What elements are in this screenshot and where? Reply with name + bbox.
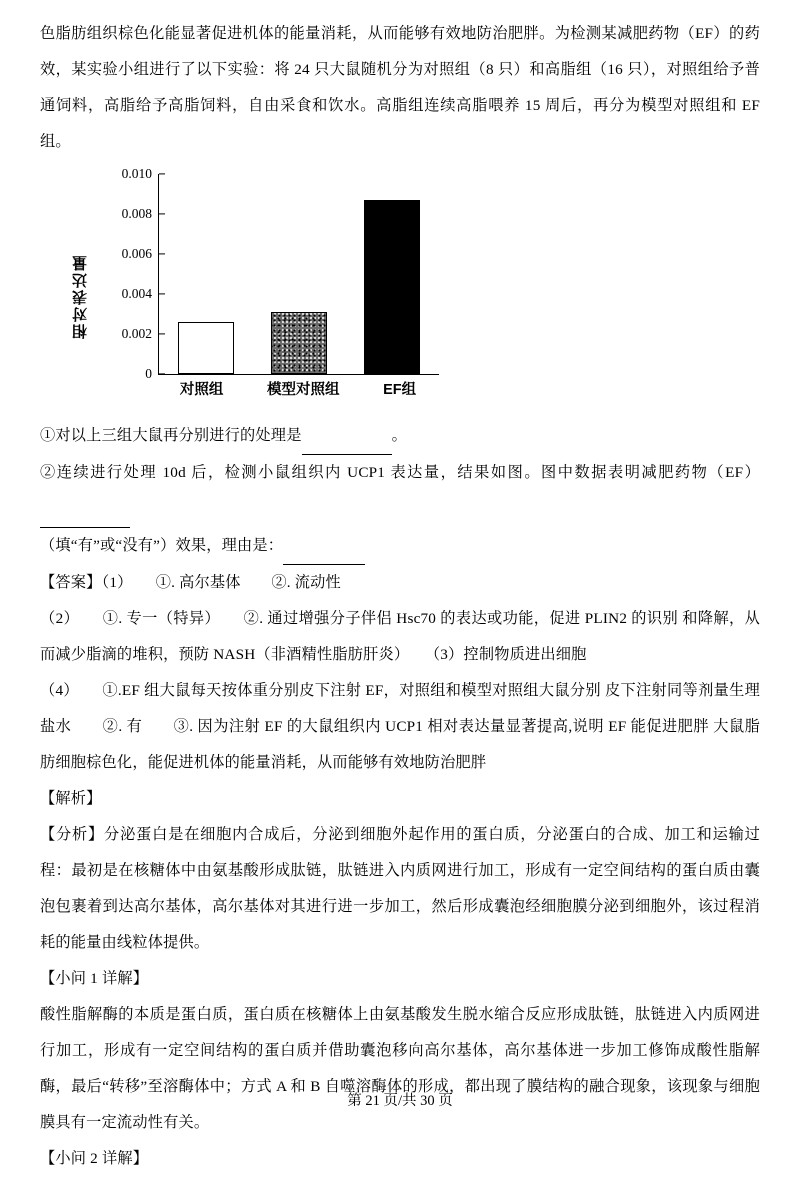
- y-axis-title: 相对表达量: [73, 254, 89, 339]
- analysis-heading: 【解析】: [40, 790, 102, 807]
- page-footer: 第 21 页/共 30 页: [347, 1093, 453, 1109]
- x-label-control: 对照组: [179, 382, 224, 398]
- x-label-ef: EF组: [383, 382, 417, 398]
- subquestion-1-body: 酸性脂解酶的本质是蛋白质，蛋白质在核糖体上由氨基酸发生脱水缩合反应形成肽链，肽链进入内质网进行加工，形成有一定空间结构的蛋白质并借助囊泡移向高尔基体，高尔基体进一步加工修饰成酸性脂解酶，最后“转移”至溶酶体中；方式 A 和 B 自噬溶酶体的形成，都出现了膜结构的融合现象，该现象与细胞膜具有一定流动性有关。: [40, 1006, 760, 1131]
- y-tick-label: 0.002: [122, 326, 159, 342]
- y-tick-label: 0.010: [122, 166, 159, 182]
- subquestion-2-heading: 【小问 2 详解】: [40, 1150, 149, 1167]
- ucp1-expression-chart: [40, 166, 740, 414]
- chart-x-labels: [158, 378, 438, 399]
- question-1-suffix: 。: [391, 427, 407, 444]
- chart-bars: [159, 174, 439, 374]
- answer-section-1: 【答案】（1） ①. 高尔基体 ②. 流动性: [40, 574, 341, 591]
- chart-box: [62, 166, 462, 414]
- y-tick-label: 0.004: [122, 286, 159, 302]
- bar-control: [178, 322, 234, 374]
- question-2: [40, 455, 760, 565]
- y-tick-label: 0: [145, 366, 159, 382]
- y-tick-label: 0.006: [122, 246, 159, 262]
- x-label-model-control: 模型对照组: [266, 382, 340, 398]
- answer-blank: [302, 418, 392, 455]
- answer-blank: [40, 491, 130, 528]
- question-1: [40, 418, 760, 455]
- answer-blank: [283, 528, 365, 565]
- question-2-text: ②连续进行处理 10d 后，检测小鼠组织内 UCP1 表达量，结果如图。图中数据表明减肥药物（EF）: [40, 464, 760, 481]
- y-tick-label: 0.008: [122, 206, 159, 222]
- answer-section-2: （2） ①. 专一（特异） ②. 通过增强分子伴侣 Hsc70 的表达或功能，促进 PLIN2 的识别 和降解，从而减少脂滴的堆积，预防 NASH（非酒精性脂肪肝炎） （3）控制物质进出细胞: [40, 610, 760, 663]
- answer-section-4: （4） ①.EF 组大鼠每天按体重分别皮下注射 EF，对照组和模型对照组大鼠分别 皮下注射同等剂量生理盐水 ②. 有 ③. 因为注射 EF 的大鼠组织内 UCP1 相对表达量显著提高,说明 EF 能促进肥胖 大鼠脂肪细胞棕色化，能促进机体的能量消耗，从而能够有效地防治肥胖: [40, 682, 760, 771]
- subquestion-1-heading: 【小问 1 详解】: [40, 970, 149, 987]
- question-1-text: ①对以上三组大鼠再分别进行的处理是: [40, 427, 302, 444]
- question-2-text-2: （填“有”或“没有”）效果，理由是：: [40, 537, 284, 554]
- bar-ef: [364, 200, 420, 374]
- bar-model-control: [271, 312, 327, 374]
- intro-paragraph: 色脂肪组织棕色化能显著促进机体的能量消耗，从而能够有效地防治肥胖。为检测某减肥药物（EF）的药效，某实验小组进行了以下实验：将 24 只大鼠随机分为对照组（8 只）和高脂组（16 只），对照组给予普通饲料，高脂给予高脂饲料，自由采食和饮水。高脂组连续高脂喂养 15 周后，再分为模型对照组和 EF 组。: [40, 25, 760, 150]
- analysis-body: 【分析】分泌蛋白是在细胞内合成后，分泌到细胞外起作用的蛋白质，分泌蛋白的合成、加工和运输过程：最初是在核糖体中由氨基酸形成肽链，肽链进入内质网进行加工，形成有一定空间结构的蛋白质由囊泡包裹着到达高尔基体，高尔基体对其进行进一步加工，然后形成囊泡经细胞膜分泌到细胞外，该过程消耗的能量由线粒体提供。: [40, 826, 760, 951]
- chart-plot-area: [121, 166, 439, 381]
